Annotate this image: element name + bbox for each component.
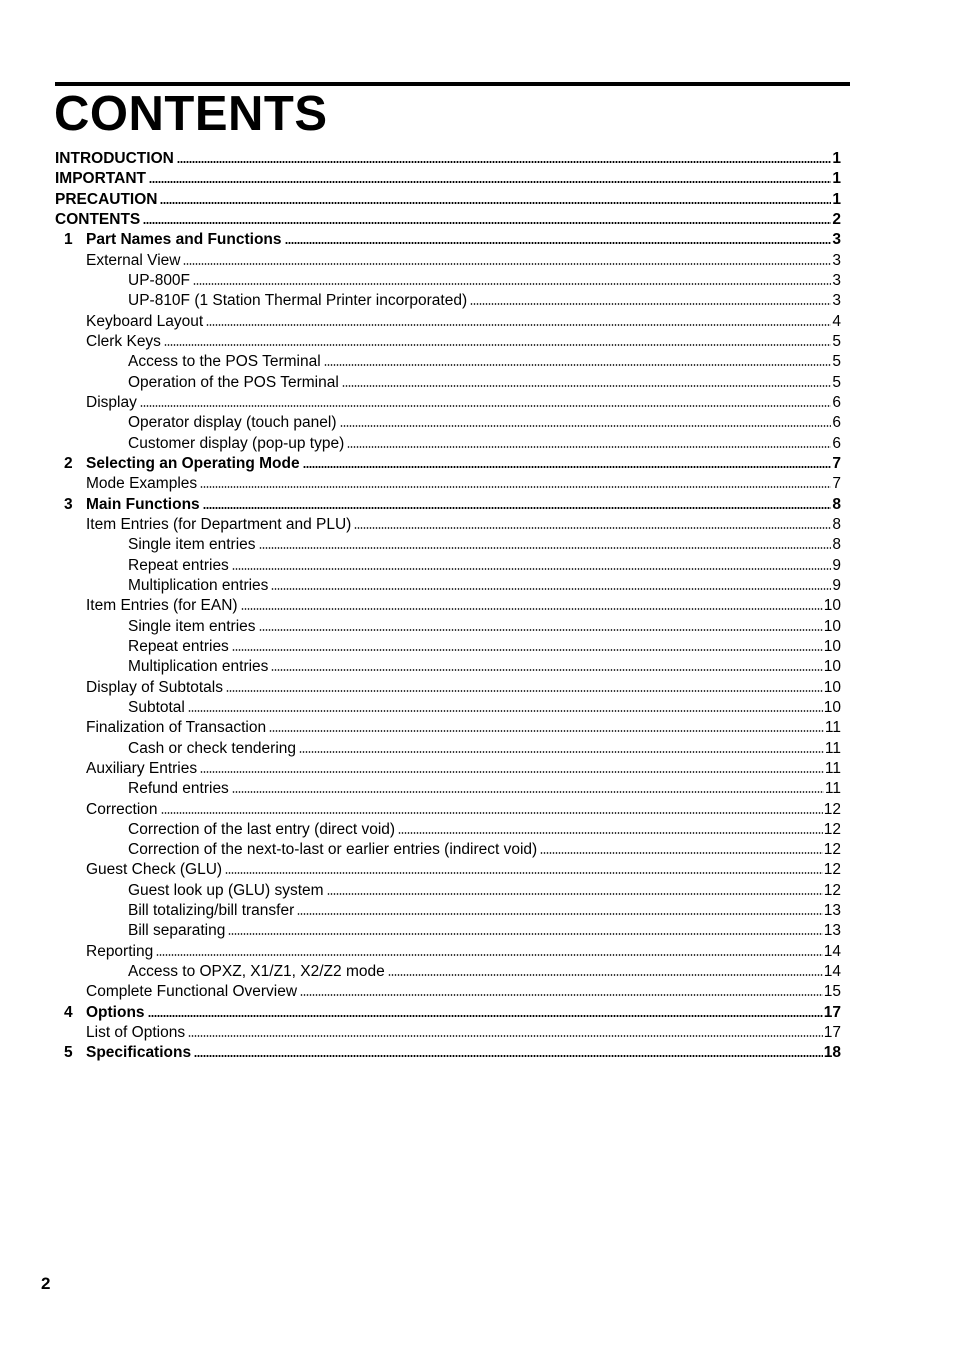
toc-page-number: 10 [823, 637, 841, 655]
toc-entry[interactable] [55, 1024, 841, 1044]
toc-entry[interactable] [55, 597, 841, 617]
toc-dot-leader [226, 680, 823, 692]
toc-page-number: 11 [824, 719, 841, 737]
toc-section-number: 3 [64, 495, 73, 513]
toc-dot-leader [297, 903, 822, 915]
toc-page-number: 6 [832, 434, 841, 452]
toc-page-number: 13 [823, 902, 841, 920]
toc-dot-leader [327, 883, 823, 895]
toc-page-number: 2 [832, 210, 841, 228]
toc-entry[interactable] [55, 191, 841, 211]
toc-page-number: 5 [832, 373, 841, 391]
toc-dot-leader [271, 578, 831, 590]
toc-entry-label: Operation of the POS Terminal [128, 373, 339, 391]
toc-dot-leader [206, 314, 831, 326]
toc-dot-leader [203, 497, 832, 509]
toc-entry[interactable] [55, 557, 841, 577]
toc-entry-label: Keyboard Layout [86, 312, 204, 330]
toc-dot-leader [285, 232, 832, 244]
header-rule [55, 82, 850, 86]
toc-entry-label: Subtotal [128, 698, 185, 716]
toc-entry-label: Correction of the last entry (direct void) [128, 820, 396, 838]
page-title: CONTENTS [54, 87, 328, 141]
toc-dot-leader [160, 192, 831, 204]
toc-entry[interactable] [55, 435, 841, 455]
toc-dot-leader [241, 598, 823, 610]
toc-entry-label: Bill totalizing/bill transfer [128, 902, 295, 920]
toc-entry-label: Main Functions [86, 495, 200, 513]
toc-entry-label: Operator display (touch panel) [128, 414, 337, 432]
toc-entry[interactable] [55, 943, 841, 963]
toc-page-number: 6 [832, 393, 841, 411]
toc-dot-leader [303, 456, 832, 468]
toc-entry-label: Display [86, 393, 137, 411]
toc-entry[interactable] [55, 353, 841, 373]
toc-entry[interactable] [55, 536, 841, 556]
toc-dot-leader [354, 517, 831, 529]
toc-dot-leader [347, 436, 831, 448]
toc-dot-leader [269, 720, 824, 732]
toc-entry[interactable] [55, 1044, 841, 1064]
toc-entry-label: Part Names and Functions [86, 231, 282, 249]
toc-dot-leader [232, 639, 823, 651]
toc-entry-label: Specifications [86, 1044, 192, 1062]
toc-entry-label: Guest look up (GLU) system [128, 881, 324, 899]
toc-page-number: 3 [832, 271, 841, 289]
toc-section-number: 4 [64, 1003, 73, 1021]
toc-dot-leader [540, 842, 823, 854]
toc-dot-leader [470, 293, 831, 305]
toc-entry-label: PRECAUTION [55, 190, 158, 208]
toc-entry-label: Access to the POS Terminal [128, 353, 321, 371]
toc-page-number: 10 [823, 597, 841, 615]
toc-entry-label: INTRODUCTION [55, 150, 174, 167]
toc-page-number: 8 [832, 515, 841, 533]
toc-entry[interactable] [55, 922, 841, 942]
toc-entry-label: Item Entries (for Department and PLU) [86, 515, 352, 533]
toc-entry[interactable] [55, 780, 841, 800]
toc-dot-leader [259, 619, 823, 631]
toc-dot-leader [200, 476, 831, 488]
toc-dot-leader [340, 415, 832, 427]
toc-page-number: 14 [823, 963, 841, 981]
toc-entry-label: Selecting an Operating Mode [86, 454, 300, 472]
toc-page-number: 13 [823, 922, 841, 940]
toc-entry[interactable] [55, 699, 841, 719]
toc-entry-label: Single item entries [128, 536, 256, 554]
toc-entry[interactable] [55, 231, 841, 251]
toc-page-number: 8 [832, 495, 841, 513]
toc-dot-leader [259, 537, 832, 549]
toc-entry-label: Item Entries (for EAN) [86, 597, 238, 615]
toc-entry-label: Complete Functional Overview [86, 983, 298, 1001]
toc-page-number: 3 [832, 231, 841, 249]
toc-dot-leader [164, 334, 831, 346]
toc-entry-label: Refund entries [128, 780, 229, 798]
toc-page-number: 7 [832, 454, 841, 472]
toc-section-number: 1 [64, 231, 73, 249]
toc-dot-leader [188, 1025, 823, 1037]
toc-entry-label: Guest Check (GLU) [86, 861, 223, 879]
toc-entry[interactable] [55, 821, 841, 841]
toc-dot-leader [148, 1005, 823, 1017]
toc-entry-label: IMPORTANT [55, 170, 146, 188]
toc-dot-leader [183, 253, 831, 265]
toc-entry[interactable] [55, 577, 841, 597]
toc-dot-leader [188, 700, 823, 712]
toc-entry-label: Repeat entries [128, 637, 229, 655]
toc-entry-label: Clerk Keys [86, 332, 161, 350]
toc-entry[interactable] [55, 170, 841, 190]
toc-entry[interactable] [55, 394, 841, 414]
toc-entry[interactable] [55, 150, 841, 170]
toc-page-number: 1 [832, 170, 841, 188]
toc-entry-label: Options [86, 1003, 145, 1021]
toc-entry[interactable] [55, 414, 841, 434]
toc-entry-label: List of Options [86, 1024, 186, 1042]
toc-entry-label: Repeat entries [128, 556, 229, 574]
toc-page-number: 11 [824, 780, 841, 798]
toc-section-number: 5 [64, 1044, 73, 1062]
toc-page-number: 17 [823, 1003, 841, 1021]
toc-entry[interactable] [55, 679, 841, 699]
toc-entry[interactable] [55, 902, 841, 922]
toc-page-number: 3 [832, 251, 841, 269]
toc-page-number: 12 [823, 861, 841, 879]
toc-entry-label: Finalization of Transaction [86, 719, 267, 737]
toc-entry[interactable] [55, 374, 841, 394]
toc-dot-leader [225, 862, 823, 874]
toc-dot-leader [388, 964, 823, 976]
toc-dot-leader [161, 802, 823, 814]
toc-page-number: 4 [832, 312, 841, 330]
toc-page-number: 1 [832, 150, 841, 167]
toc-entry-label: Bill separating [128, 922, 226, 940]
toc-entry[interactable] [55, 292, 841, 312]
table-of-contents [55, 150, 841, 1065]
toc-dot-leader [232, 781, 824, 793]
toc-entry[interactable] [55, 882, 841, 902]
toc-dot-leader [149, 171, 831, 183]
toc-entry-label: Correction of the next-to-last or earlier entries (indirect void) [128, 841, 538, 859]
toc-dot-leader [200, 761, 824, 773]
toc-entry[interactable] [55, 333, 841, 353]
toc-page-number: 9 [832, 556, 841, 574]
toc-page-number: 11 [824, 759, 841, 777]
toc-page-number: 10 [823, 658, 841, 676]
toc-entry-label: CONTENTS [55, 210, 141, 228]
toc-entry-label: Correction [86, 800, 158, 818]
toc-dot-leader [194, 1045, 823, 1057]
toc-entry[interactable] [55, 719, 841, 739]
toc-dot-leader [193, 273, 831, 285]
toc-entry[interactable] [55, 252, 841, 272]
toc-entry[interactable] [55, 272, 841, 292]
toc-dot-leader [271, 659, 822, 671]
toc-dot-leader [232, 558, 832, 570]
toc-section-number: 2 [64, 454, 73, 472]
toc-page-number: 12 [823, 881, 841, 899]
toc-page-number: 10 [823, 617, 841, 635]
toc-dot-leader [398, 822, 823, 834]
toc-entry[interactable] [55, 841, 841, 861]
toc-page-number: 11 [824, 739, 841, 757]
toc-entry[interactable] [55, 963, 841, 983]
page-number: 2 [41, 1274, 51, 1293]
toc-entry[interactable] [55, 861, 841, 881]
toc-entry-label: Display of Subtotals [86, 678, 223, 696]
toc-entry[interactable] [55, 983, 841, 1003]
toc-entry-label: Auxiliary Entries [86, 759, 198, 777]
toc-page-number: 9 [832, 576, 841, 594]
toc-entry[interactable] [55, 638, 841, 658]
toc-page-number: 3 [832, 292, 841, 310]
toc-entry-label: Customer display (pop-up type) [128, 434, 345, 452]
toc-entry-label: Multiplication entries [128, 576, 269, 594]
toc-dot-leader [156, 944, 823, 956]
toc-page-number: 12 [823, 841, 841, 859]
toc-page-number: 1 [832, 190, 841, 208]
toc-entry-label: External View [86, 251, 181, 269]
toc-page-number: 5 [832, 332, 841, 350]
toc-dot-leader [300, 984, 823, 996]
toc-entry[interactable] [55, 475, 841, 495]
toc-page-number: 8 [832, 536, 841, 554]
toc-page-number: 7 [832, 475, 841, 493]
toc-page-number: 12 [823, 820, 841, 838]
toc-entry[interactable] [55, 760, 841, 780]
toc-entry[interactable] [55, 455, 841, 475]
toc-page-number: 17 [823, 1024, 841, 1042]
toc-dot-leader [140, 395, 832, 407]
toc-entry-label: UP-800F [128, 271, 191, 289]
toc-dot-leader [324, 354, 832, 366]
toc-entry[interactable] [55, 496, 841, 516]
toc-entry[interactable] [55, 618, 841, 638]
toc-page-number: 18 [823, 1044, 841, 1062]
toc-page-number: 14 [823, 942, 841, 960]
toc-page-number: 10 [823, 678, 841, 696]
toc-entry-label: Multiplication entries [128, 658, 269, 676]
toc-entry[interactable] [55, 801, 841, 821]
toc-page-number: 10 [823, 698, 841, 716]
toc-page-number: 6 [832, 414, 841, 432]
toc-entry[interactable] [55, 516, 841, 536]
toc-page-number: 15 [823, 983, 841, 1001]
toc-entry[interactable] [55, 313, 841, 333]
toc-dot-leader [228, 923, 822, 935]
toc-entry-label: UP-810F (1 Station Thermal Printer incorporated) [128, 292, 468, 310]
toc-page-number: 12 [823, 800, 841, 818]
toc-entry-label: Cash or check tendering [128, 739, 297, 757]
toc-entry[interactable] [55, 1004, 841, 1024]
toc-entry[interactable] [55, 740, 841, 760]
toc-page-number: 5 [832, 353, 841, 371]
toc-entry-label: Access to OPXZ, X1/Z1, X2/Z2 mode [128, 963, 385, 981]
toc-dot-leader [342, 375, 832, 387]
toc-entry-label: Single item entries [128, 617, 256, 635]
toc-entry-label: Mode Examples [86, 475, 198, 493]
toc-entry-label: Reporting [86, 942, 154, 960]
toc-entry[interactable] [55, 658, 841, 678]
toc-dot-leader [177, 151, 832, 163]
toc-dot-leader [143, 212, 831, 224]
toc-dot-leader [299, 741, 824, 753]
toc-entry[interactable] [55, 211, 841, 231]
